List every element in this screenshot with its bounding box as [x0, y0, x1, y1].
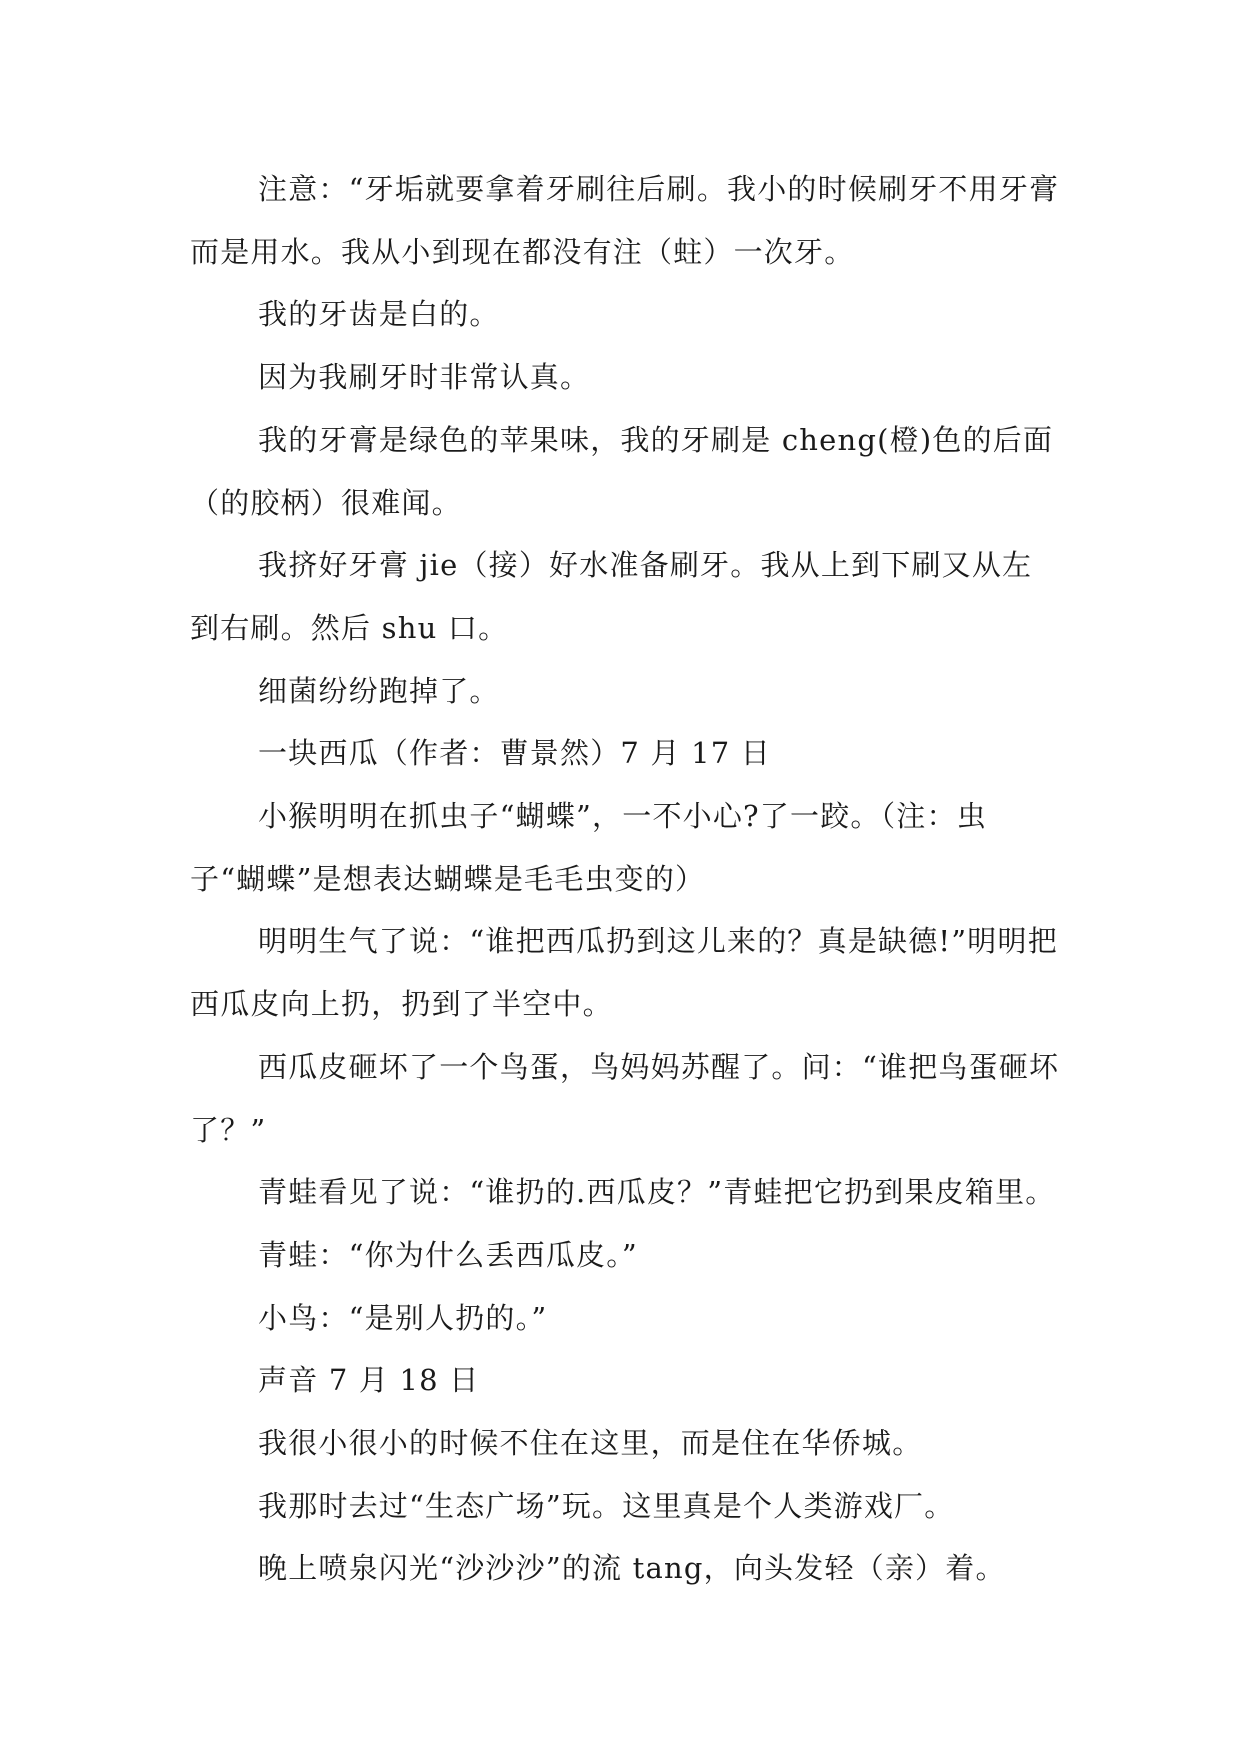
paragraph: 西瓜皮砸坏了一个鸟蛋，鸟妈妈苏醒了。问：“谁把鸟蛋砸坏了？”: [190, 1049, 1060, 1147]
paragraph: 我那时去过“生态广场”玩。这里真是个人类游戏厂。: [258, 1488, 955, 1523]
paragraph: 注意：“牙垢就要拿着牙刷往后刷。我小的时候刷牙不用牙膏而是用水。我从小到现在都没有注（蛀）一次牙。: [190, 172, 1060, 269]
paragraph: 因为我刷牙时非常认真。: [258, 360, 591, 395]
paragraph: 晚上喷泉闪光“沙沙沙”的流 tang，向头发轻（亲）着。: [258, 1551, 1006, 1586]
section-heading: 一块西瓜（作者：曹景然）7 月 17 日: [258, 736, 772, 771]
paragraph: 小猴明明在抓虫子“蝴蝶”，一不小心?了一跤。（注：虫子“蝴蝶”是想表达蝴蝶是毛毛虫变的）: [190, 799, 987, 896]
document-body: [190, 158, 1060, 1600]
paragraph: 青蛙：“你为什么丢西瓜皮。”: [258, 1237, 638, 1272]
paragraph: 细菌纷纷跑掉了。: [258, 673, 500, 708]
paragraph: 小鸟：“是别人扔的。”: [258, 1300, 548, 1335]
section-heading: 声音 7 月 18 日: [258, 1363, 480, 1398]
paragraph: 青蛙看见了说：“谁扔的.西瓜皮？”青蛙把它扔到果皮箱里。: [258, 1175, 1056, 1210]
paragraph: 我的牙膏是绿色的苹果味，我的牙刷是 cheng(橙)色的后面（的胶柄）很难闻。: [190, 422, 1054, 520]
paragraph: 我挤好牙膏 jie（接）好水准备刷牙。我从上到下刷又从左到右刷。然后 shu 口。: [190, 548, 1033, 645]
paragraph: 我很小很小的时候不住在这里，而是住在华侨城。: [258, 1426, 923, 1461]
paragraph: 我的牙齿是白的。: [258, 297, 500, 332]
paragraph: 明明生气了说：“谁把西瓜扔到这儿来的？真是缺德!”明明把西瓜皮向上扔，扔到了半空中。: [190, 924, 1058, 1022]
